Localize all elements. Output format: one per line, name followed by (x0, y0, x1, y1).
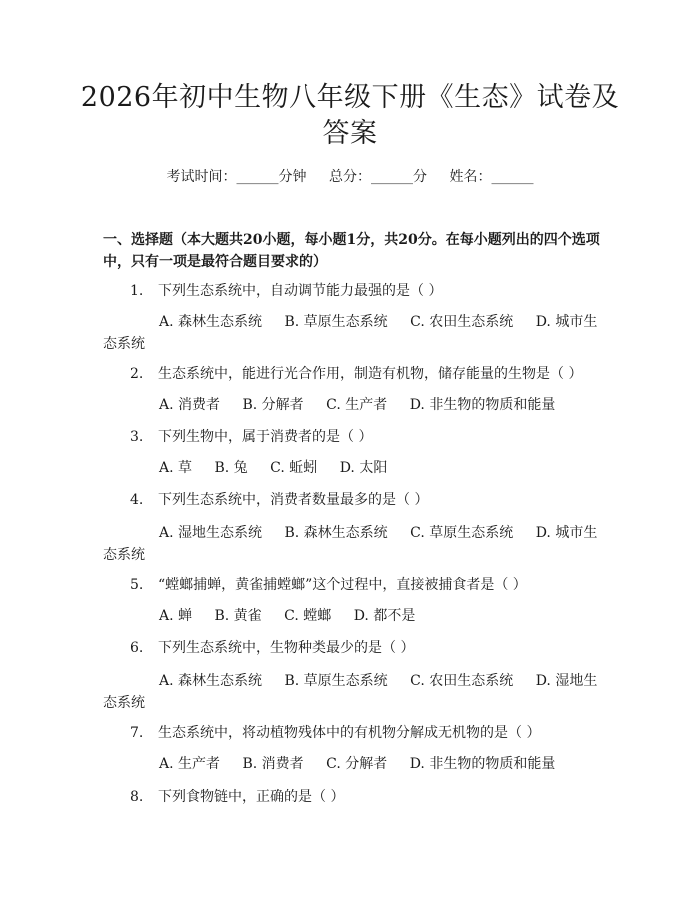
question-number: 6. (130, 640, 144, 656)
question-8 (130, 787, 344, 807)
option-c: C. 草原生态系统 (410, 525, 514, 541)
option-a: A. 湿地生态系统 (159, 525, 263, 541)
option-b: B. 草原生态系统 (284, 673, 388, 689)
question-number: 4. (130, 492, 144, 508)
option-c: C. 蚯蚓 (270, 460, 318, 476)
option-a: A. 生产者 (159, 756, 221, 772)
question-1 (130, 281, 442, 301)
option-b: B. 黄雀 (214, 608, 262, 624)
question-text: 下列食物链中，正确的是（ ） (158, 789, 345, 805)
question-2 (130, 364, 582, 384)
question-text: 生态系统中，能进行光合作用，制造有机物，储存能量的生物是（ ） (158, 366, 583, 382)
option-d: D. 非生物的物质和能量 (409, 397, 556, 413)
question-5 (130, 575, 527, 595)
option-d: D. 都不是 (353, 608, 416, 624)
question-number: 7. (130, 725, 144, 741)
option-a: A. 消费者 (159, 397, 221, 413)
option-c: C. 螳螂 (284, 608, 332, 624)
option-a: A. 森林生态系统 (159, 314, 263, 330)
page-title: 2026年初中生物八年级下册《生态》试卷及答案 (80, 82, 620, 149)
option-a: A. 蝉 (159, 608, 193, 624)
question-3-options (103, 457, 598, 479)
option-a: A. 森林生态系统 (159, 673, 263, 689)
option-b: B. 分解者 (242, 397, 304, 413)
option-d: D. 湿地生态系统 (103, 673, 598, 711)
option-a: A. 草 (159, 460, 193, 476)
option-c: C. 农田生态系统 (410, 673, 514, 689)
question-4-options (103, 522, 598, 566)
question-5-options (103, 605, 598, 627)
question-number: 3. (130, 429, 144, 445)
option-c: C. 分解者 (326, 756, 388, 772)
option-c: C. 农田生态系统 (410, 314, 514, 330)
exam-score: 总分：______分 (329, 169, 427, 185)
option-d: D. 太阳 (339, 460, 388, 476)
option-d: D. 非生物的物质和能量 (409, 756, 556, 772)
question-4 (130, 490, 428, 510)
question-text: 下列生态系统中，消费者数量最多的是（ ） (158, 492, 429, 508)
section-title: 一、选择题（本大题共20小题，每小题1分，共20分。在每小题列出的四个选项中，只有一项是最符合题目要求的） (103, 232, 600, 270)
exam-time: 考试时间：______分钟 (166, 169, 307, 185)
question-7 (130, 723, 540, 743)
question-6-options (103, 670, 598, 714)
exam-info (0, 167, 700, 187)
question-number: 1. (130, 283, 144, 299)
question-7-options (103, 753, 598, 775)
question-number: 8. (130, 789, 144, 805)
question-text: “螳螂捕蝉，黄雀捕螳螂”这个过程中，直接被捕食者是（ ） (158, 577, 527, 593)
question-text: 下列生态系统中，自动调节能力最强的是（ ） (158, 283, 443, 299)
option-b: B. 消费者 (242, 756, 304, 772)
question-number: 2. (130, 366, 144, 382)
option-c: C. 生产者 (326, 397, 388, 413)
question-6 (130, 638, 414, 658)
question-3 (130, 427, 372, 447)
question-1-options (103, 311, 598, 355)
option-b: B. 草原生态系统 (284, 314, 388, 330)
option-b: B. 兔 (214, 460, 248, 476)
question-2-options (103, 394, 598, 416)
option-b: B. 森林生态系统 (284, 525, 388, 541)
question-text: 生态系统中，将动植物残体中的有机物分解成无机物的是（ ） (158, 725, 541, 741)
question-number: 5. (130, 577, 144, 593)
option-d: D. 城市生态系统 (103, 525, 598, 563)
question-text: 下列生态系统中，生物种类最少的是（ ） (158, 640, 415, 656)
option-d: D. 城市生态系统 (103, 314, 598, 352)
question-text: 下列生物中，属于消费者的是（ ） (158, 429, 373, 445)
exam-name: 姓名：______ (449, 169, 534, 185)
